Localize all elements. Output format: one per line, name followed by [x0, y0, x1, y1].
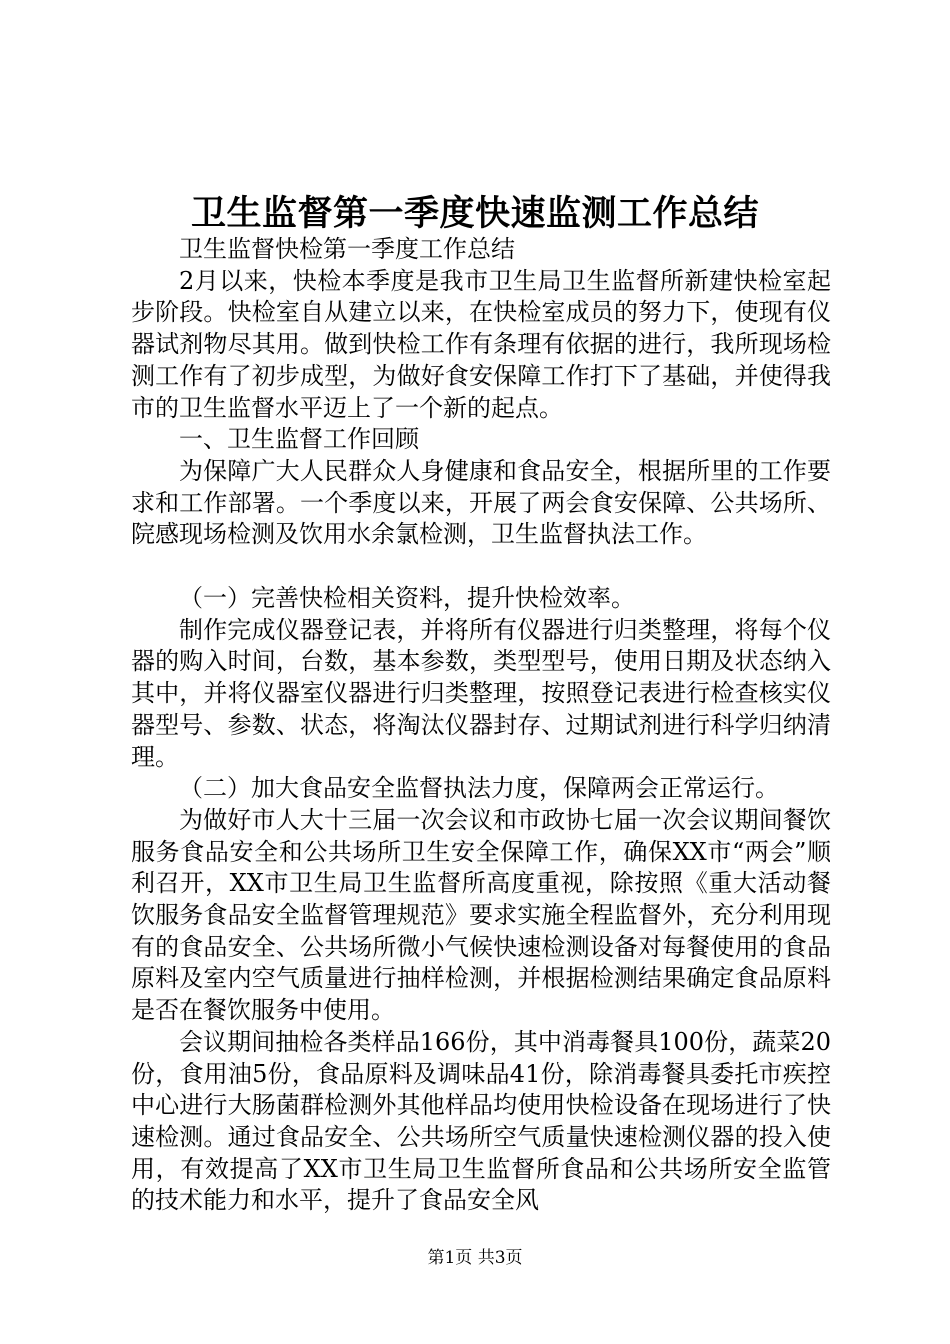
paragraph-instruments: 制作完成仪器登记表，并将所有仪器进行归类整理，将每个仪器的购入时间，台数，基本参数，类型型号，使用日期及状态纳入其中，并将仪器室仪器进行归类整理，按照登记表进行检查核实仪器型号、参数、状态，将淘汰仪器封存、过期试剂进行科学归纳清理。	[131, 615, 831, 771]
paragraph-sampling: 会议期间抽检各类样品166份，其中消毒餐具100份，蔬菜20份，食用油5份，食品原料及调味品41份，除消毒餐具委托市疾控中心进行大肠菌群检测外其他样品均使用快检设备在现场进行了快速检测。通过食品安全、公共场所空气质量快速检测仪器的投入使用，有效提高了XX市卫生局卫生监督所食品和公共场所安全监管的技术能力和水平，提升了食品安全风	[131, 1027, 831, 1215]
page-footer: 第1页 共3页	[427, 1248, 523, 1268]
paragraph-intro: 2月以来，快检本季度是我市卫生局卫生监督所新建快检室起步阶段。快检室自从建立以来，在快检室成员的努力下，使现有仪器试剂物尽其用。做到快检工作有条理有依据的进行，我所现场检测工作有了初步成型，为做好食安保障工作打下了基础，并使得我市的卫生监督水平迈上了一个新的起点。	[131, 266, 831, 422]
document-body	[131, 234, 831, 1217]
paragraph-two-sessions: 为做好市人大十三届一次会议和市政协七届一次会议期间餐饮服务食品安全和公共场所卫生安全保障工作，确保XX市“两会”顺利召开，XX市卫生局卫生监督所高度重视，除按照《重大活动餐饮服务食品安全监督管理规范》要求实施全程监督外，充分利用现有的食品安全、公共场所微小气候快速检测设备对每餐使用的食品原料及室内空气质量进行抽样检测，并根据检测结果确定食品原料是否在餐饮服务中使用。	[131, 805, 831, 1025]
paragraph-subtitle: 卫生监督快检第一季度工作总结	[179, 235, 515, 263]
subsection-heading-1: （一）完善快检相关资料，提升快检效率。	[179, 584, 635, 613]
section-heading-review: 一、卫生监督工作回顾	[179, 425, 419, 454]
subsection-heading-2: （二）加大食品安全监督执法力度，保障两会正常运行。	[179, 774, 779, 803]
document-title: 卫生监督第一季度快速监测工作总结	[190, 193, 759, 234]
paragraph-review: 为保障广大人民群众人身健康和食品安全，根据所里的工作要求和工作部署。一个季度以来，开展了两会食安保障、公共场所、院感现场检测及饮用水余氯检测，卫生监督执法工作。	[131, 456, 831, 549]
